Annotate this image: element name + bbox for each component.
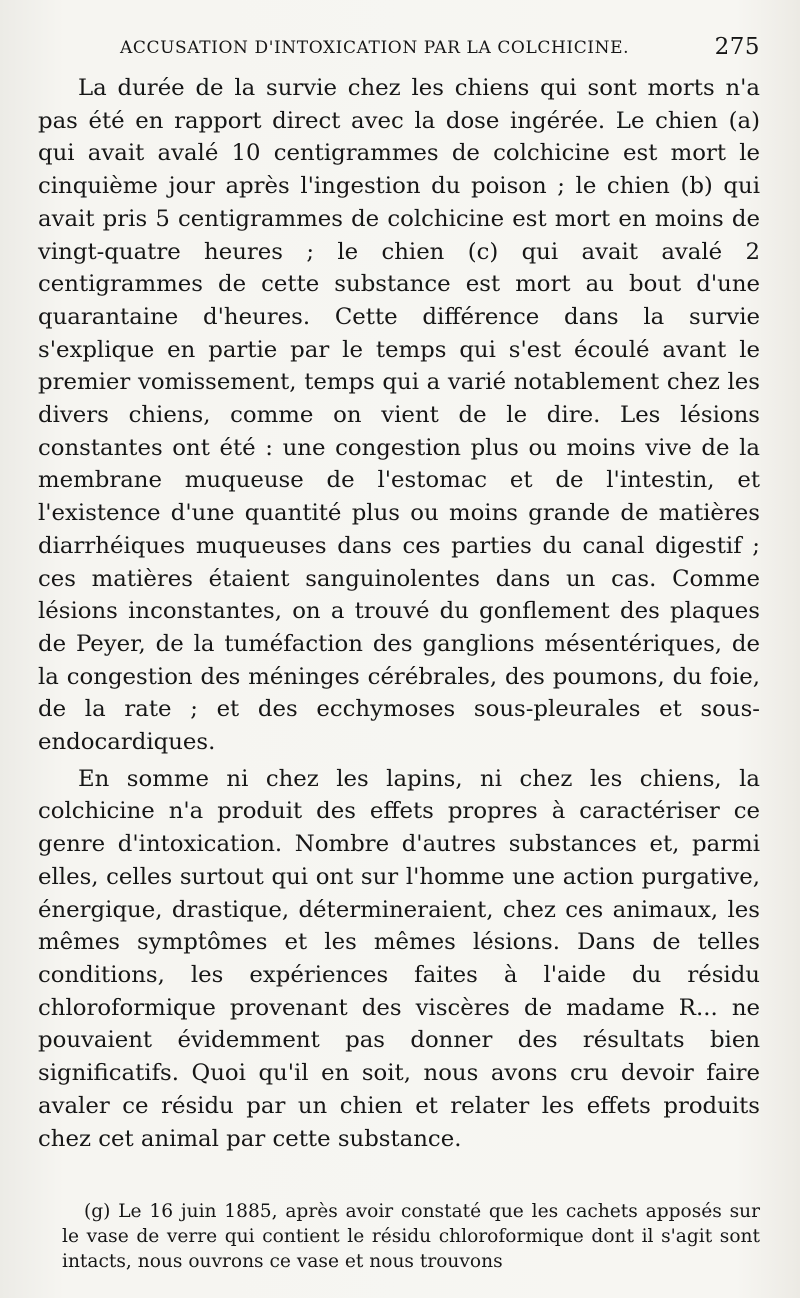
page-header <box>120 34 760 68</box>
body-text <box>38 72 760 1155</box>
paragraph-2: En somme ni chez les lapins, ni chez les chiens, la colchicine n'a produit des effets propres à caractériser ce genre d'intoxication. Nombre d'autres substances et, parmi elles, celles surtout qui ont sur l'homme une action purgative, énergique, drastique, détermineraient, chez ces animaux, les mêmes symptômes et les mêmes lésions. Dans de telles conditions, les expériences faites à l'aide du résidu chloroformique provenant des viscères de madame R... ne pouvaient évidemment pas donner des résultats bien significatifs. Quoi qu'il en soit, nous avons cru devoir faire avaler ce résidu par un chien et relater les effets produits chez cet animal par cette substance. <box>38 765 760 1152</box>
experiment-note: (g) Le 16 juin 1885, après avoir constaté que les cachets apposés sur le vase de verre qui contient le résidu chloroformique dont il s'agit sont intacts, nous ouvrons ce vase et nous trouvons <box>62 1200 760 1272</box>
page-number: 275 <box>714 34 760 60</box>
running-title: ACCUSATION D'INTOXICATION PAR LA COLCHICINE. <box>120 38 630 58</box>
paragraph-1: La durée de la survie chez les chiens qui sont morts n'a pas été en rapport direct avec la dose ingérée. Le chien (a) qui avait avalé 10 centigrammes de colchicine est mort le cinquième jour après l'ingestion du poison ; le chien (b) qui avait pris 5 centigrammes de colchicine est mort en moins de vingt-quatre heures ; le chien (c) qui avait avalé 2 centigrammes de cette substance est mort au bout d'une quarantaine d'heures. Cette différence dans la survie s'explique en partie par le temps qui s'est écoulé avant le premier vomissement, temps qui a varié notablement chez les divers chiens, comme on vient de le dire. Les lésions constantes ont été : une congestion plus ou moins vive de la membrane muqueuse de l'estomac et de l'intestin, et l'existence d'une quantité plus ou moins grande de matières diarrhéiques muqueuses dans ces parties du canal digestif ; ces matières étaient sanguinolentes dans un cas. Comme lésions inconstantes, on a trouvé du gonflement des plaques de Peyer, de la tuméfaction des ganglions mésentériques, de la congestion des méninges cérébrales, des poumons, du foie, de la rate ; et des ecchymoses sous-pleurales et sous-endocardiques. <box>38 75 760 756</box>
